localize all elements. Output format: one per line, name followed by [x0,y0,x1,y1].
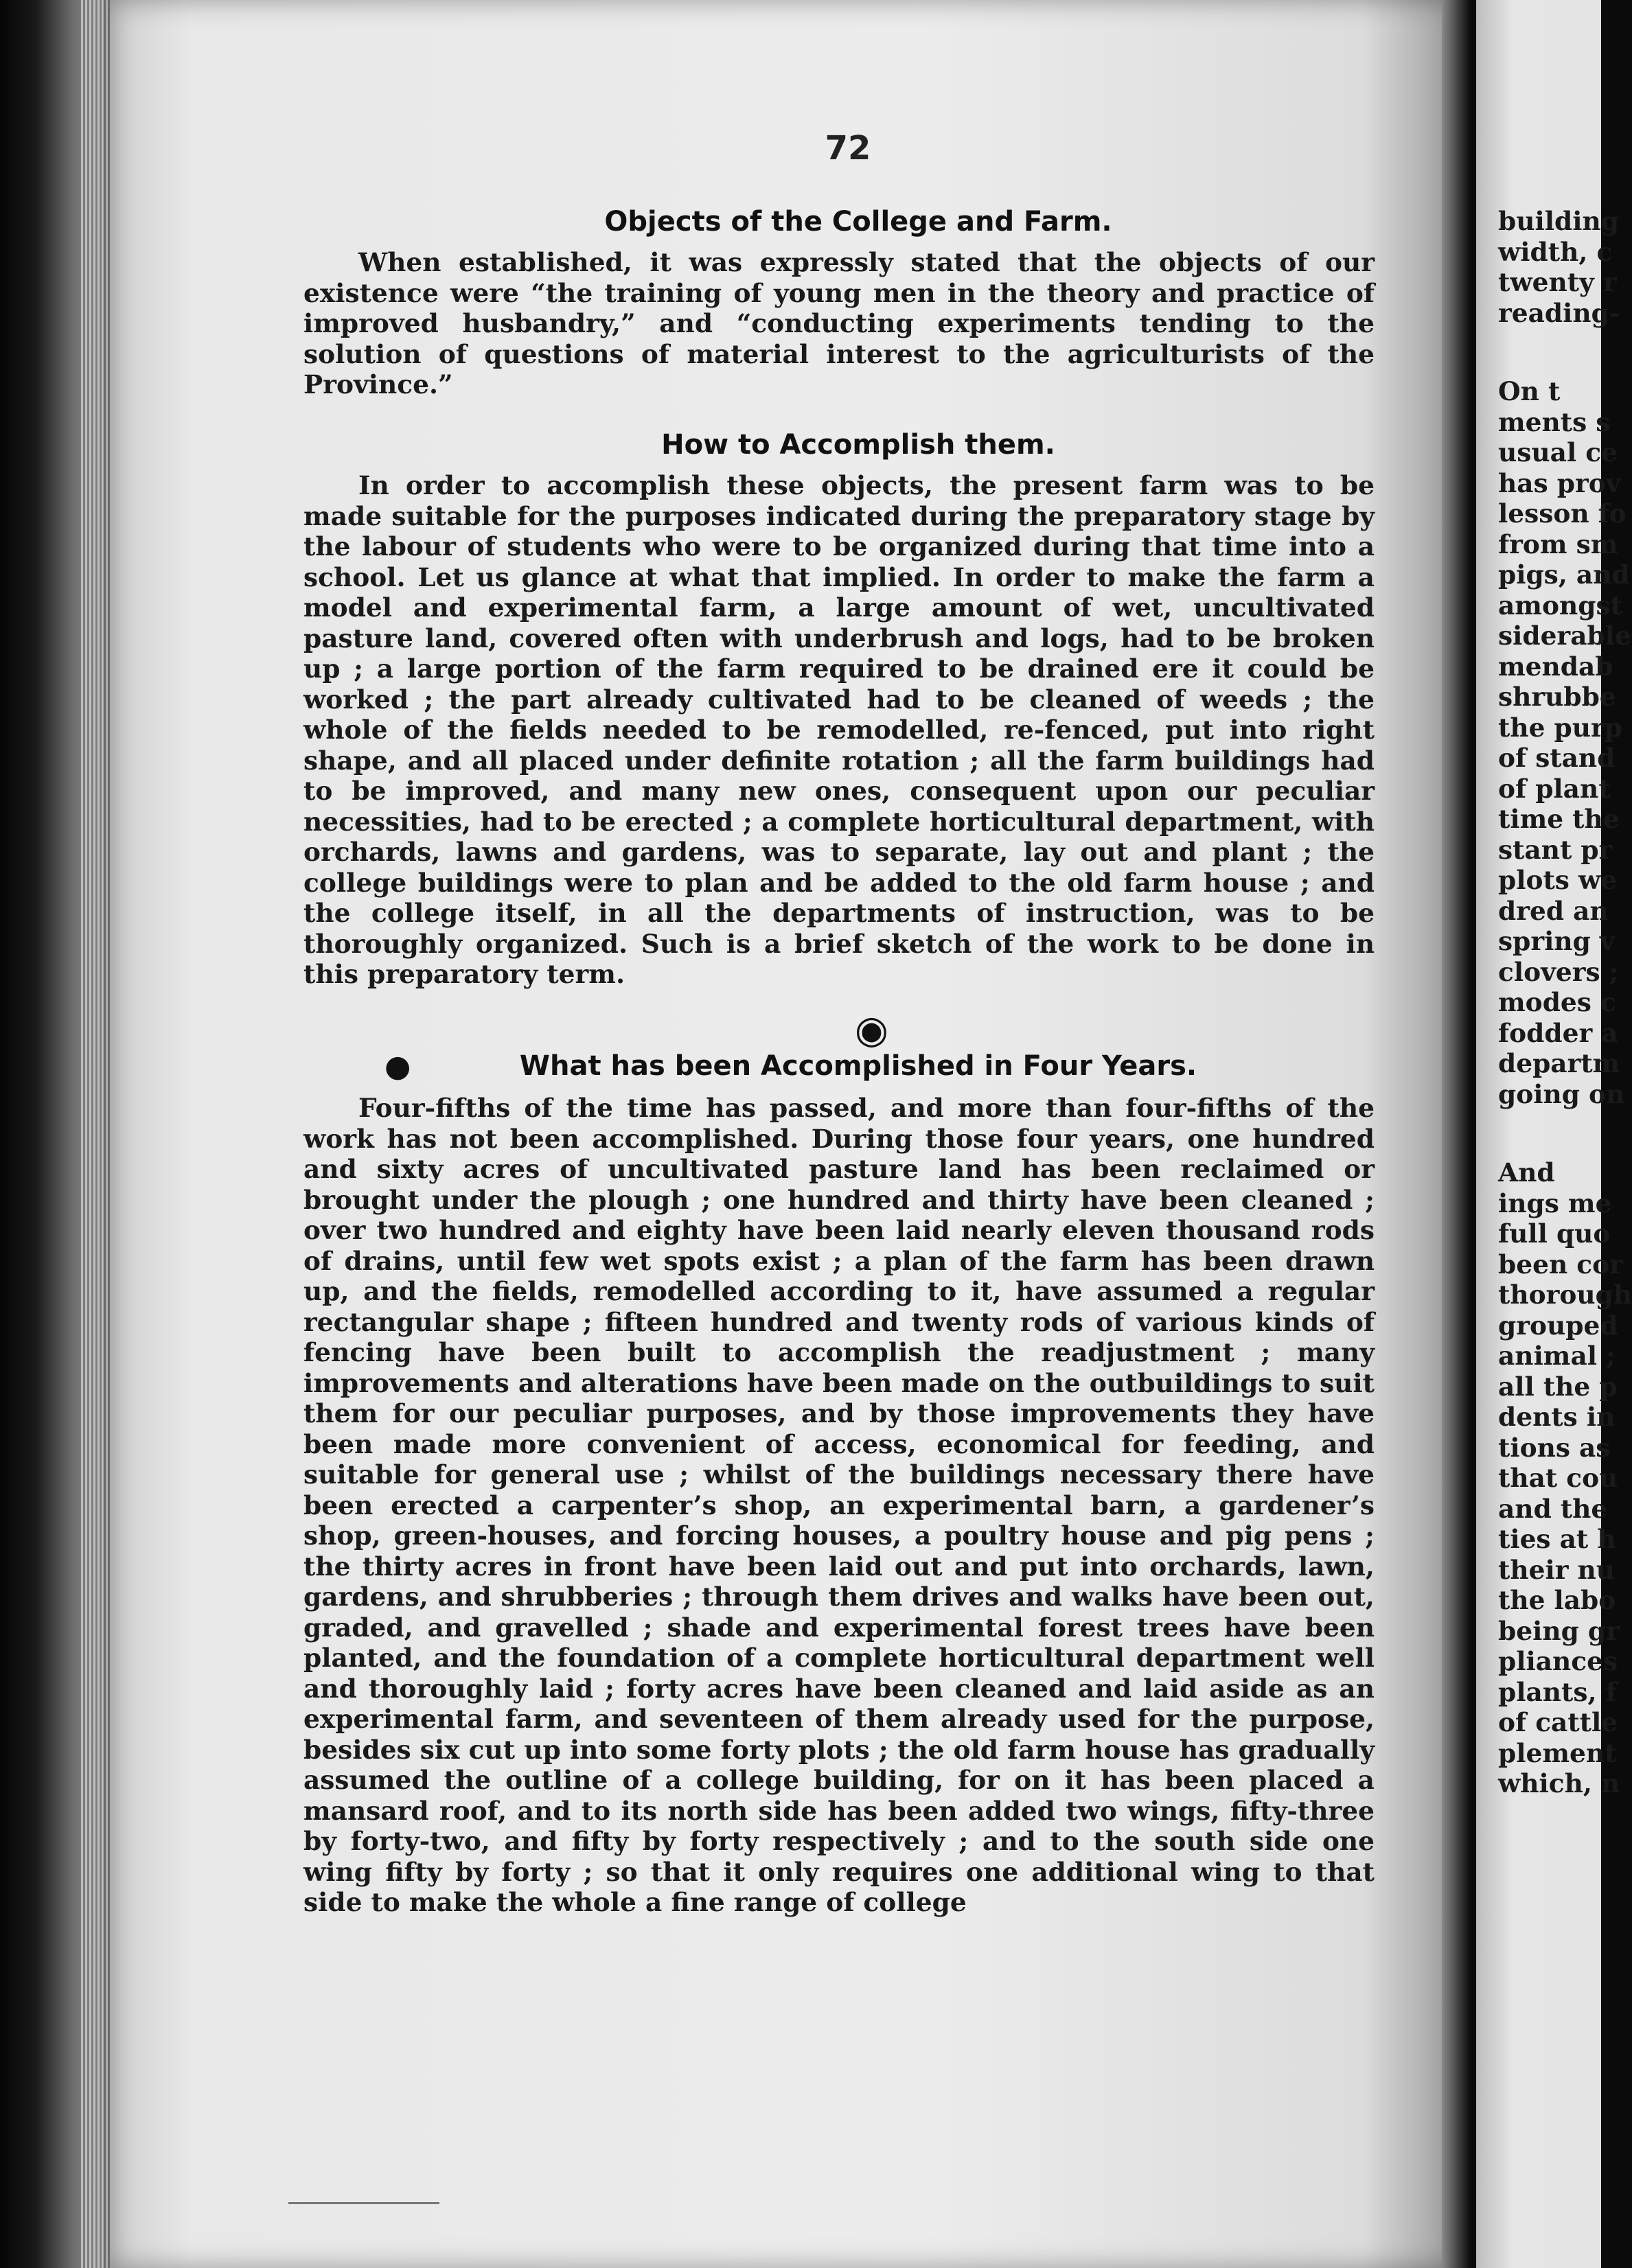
adjacent-line: clovers ; [1498,956,1619,987]
adjacent-line: tions as [1498,1432,1611,1463]
adjacent-line: being gr [1498,1615,1620,1646]
adjacent-line: the purp [1498,712,1622,743]
adjacent-line: stant pr [1498,834,1613,865]
adjacent-line: usual ce [1498,437,1618,467]
adjacent-line: animal ; [1498,1341,1616,1371]
adjacent-line: the labo [1498,1585,1616,1615]
paragraph: Four-fifths of the time has passed, and more than four-fifths of the work has not been accomplished. During those four years, one hundred and sixty acres of uncultivated pasture land has been reclaimed or brought under the plough ; one hundred and thirty have been cleaned ; over two hundred and eighty have been laid nearly eleven thousand rods of drains, until few wet spots exist ; a plan of the farm has been drawn up, and the fields, remodelled according to it, have assumed a regular rectangular shape ; fifteen hundred and twenty rods of various kinds of fencing have been built to accomplish the readjustment ; many improvements and alterations have been made on the outbuildings to suit them for our peculiar purposes, and by those improvements they have been made more convenient of access, economical for feeding, and suitable for general use ; whilst of the buildings necessary there have been erected a carpenter’s shop, an experimental barn, a gardener’s shop, green-houses, and forcing houses, a poultry house and pig pens ; the thirty acres in front have been laid out and put into orchards, lawn, gardens, and shrubberies ; through them drives and walks have been out, graded, and gravelled ; shade and experimental forest trees have been planted, and the foundation of a complete horticultural department well and thoroughly laid ; forty acres have been cleaned and laid aside as an experimental farm, and seventeen of them already used for the purpose, besides six cut up into some forty plots ; the old farm house has gradually assumed the outline of a college building, for on it has been placed a mansard roof, and to its north side has been added two wings, fifty-three by forty-two, and fifty by forty respectively ; and to the south side one wing fifty by forty ; so that it only requires one additional wing to that side to make the whole a fine range of college [303,1093,1375,1917]
adjacent-line: which, n [1498,1768,1620,1798]
adjacent-line: spring v [1498,926,1615,956]
adjacent-line: time the [1498,804,1620,834]
adjacent-line: departm [1498,1048,1620,1078]
adjacent-line: shrubbe [1498,682,1616,712]
adjacent-line: that cou [1498,1463,1618,1493]
adjacent-line: plots we [1498,865,1618,895]
adjacent-line: dred an [1498,895,1609,926]
section-objects-text [303,247,1375,400]
adjacent-line: And [1498,1157,1555,1188]
adjacent-line: ments s [1498,406,1611,437]
adjacent-line: full quo [1498,1218,1611,1249]
heading-objects: Objects of the College and Farm. [604,206,1112,238]
adjacent-line: fodder a [1498,1017,1618,1048]
adjacent-line: of stand [1498,743,1616,773]
ink-blot-mark: ◉ [855,1008,888,1052]
adjacent-line: reading- [1498,297,1620,328]
bullet-mark: ● [384,1049,411,1084]
adjacent-line: of cattle [1498,1707,1618,1737]
adjacent-line: lesson fo [1498,498,1627,529]
page-number: 72 [825,129,871,167]
page-bottom-rule [288,2202,439,2204]
adjacent-line: modes c [1498,987,1616,1017]
adjacent-line: has prov [1498,467,1621,498]
adjacent-line: of plant [1498,773,1611,804]
adjacent-line: been cor [1498,1249,1623,1280]
adjacent-line: all the p [1498,1371,1618,1402]
adjacent-line: siderable [1498,621,1631,651]
heading-accomplished: What has been Accomplished in Four Years. [519,1050,1197,1082]
adjacent-line: plants, f [1498,1676,1617,1707]
adjacent-line: mendab [1498,651,1613,682]
adjacent-line: width, c [1498,236,1613,267]
adjacent-line: pigs, and [1498,559,1630,590]
adjacent-line: building [1498,206,1619,236]
adjacent-line: grouped [1498,1310,1618,1341]
adjacent-line: and the [1498,1493,1608,1524]
section-accomplished-text [303,1093,1375,1918]
adjacent-line: from sm [1498,529,1618,559]
adjacent-page-text [1498,206,1632,1799]
adjacent-line: ings me [1498,1188,1612,1218]
adjacent-line: On t [1498,376,1561,406]
adjacent-line: twenty r [1498,267,1617,297]
adjacent-line: going on [1498,1078,1625,1109]
adjacent-line: plement [1498,1737,1617,1768]
adjacent-line: thorough [1498,1280,1632,1310]
heading-how-to-accomplish: How to Accomplish them. [661,429,1055,461]
adjacent-line: ties at h [1498,1524,1616,1554]
adjacent-line: amongst [1498,590,1622,621]
adjacent-line: their nu [1498,1554,1616,1585]
paragraph: In order to accomplish these objects, the present farm was to be made suitable for the purposes indicated during the preparatory stage by the labour of students who were to be organized during that time into a school. Let us glance at what that implied. In order to make the farm a model and experimental farm, a large amount of wet, uncultivated pasture land, covered often with underbrush and logs, had to be broken up ; a large portion of the farm required to be drained ere it could be worked ; the part already cultivated had to be cleaned of weeds ; the whole of the fields needed to be remodelled, re-fenced, put into right shape, and all placed under definite rotation ; all the farm buildings had to be improved, and many new ones, consequent upon our peculiar necessities, had to be erected ; a complete horticultural department, with orchards, lawns and gardens, was to separate, lay out and plant ; the college buildings were to plan and be added to the old farm house ; and the college itself, in all the departments of instruction, was to be thoroughly organized. Such is a brief sketch of the work to be done in this preparatory term. [303,470,1375,989]
section-how-text [303,470,1375,990]
adjacent-line: pliances [1498,1646,1618,1676]
paragraph: When established, it was expressly stated that the objects of our existence were “the training of young men in the theory and practice of improved husbandry,” and “conducting experiments tending to the solution of questions of material interest to the agriculturists of the Province.” [303,247,1375,400]
adjacent-line: dents in [1498,1402,1616,1432]
